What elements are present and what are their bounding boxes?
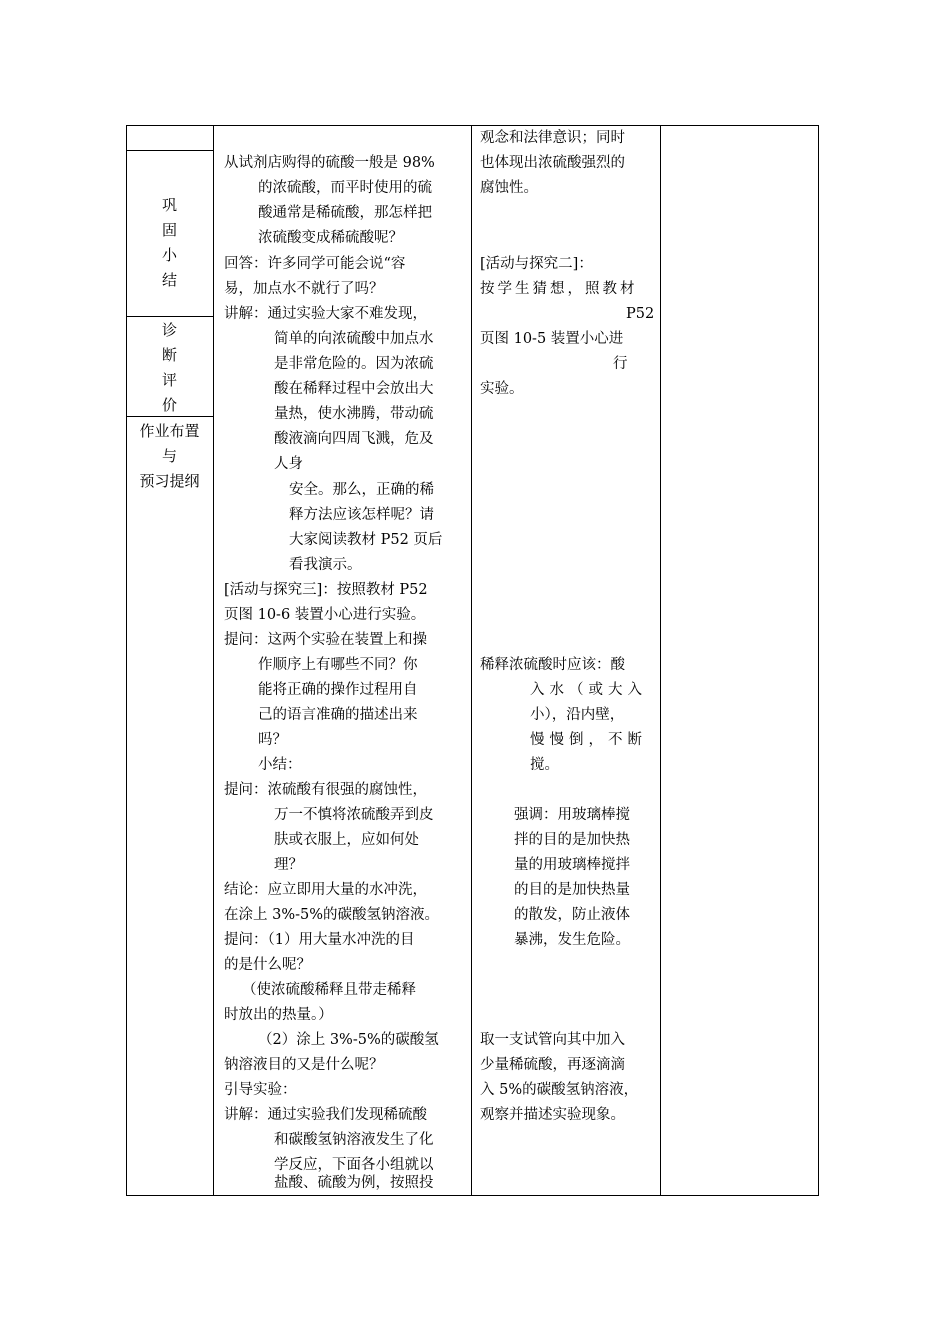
section-homework-outline bbox=[126, 419, 213, 494]
text-line: 提问：（1）用大量水冲洗的目 bbox=[224, 932, 415, 948]
text-line: 观察并描述实验现象。 bbox=[480, 1107, 625, 1123]
text-line: 的散发，防止液体 bbox=[514, 907, 630, 923]
text-line: 拌的目的是加快热 bbox=[514, 832, 630, 848]
text-line: 入水（或大入 bbox=[530, 682, 647, 698]
text-line: （2）涂上 3%-5%的碳酸氢 bbox=[258, 1032, 439, 1048]
text-line: 的是什么呢？ bbox=[224, 957, 311, 973]
text-line: 己的语言准确的描述出来 bbox=[258, 707, 418, 723]
text-line: 人身 bbox=[274, 456, 303, 472]
text-line: 和碳酸氢钠溶液发生了化 bbox=[274, 1132, 434, 1148]
text-line: 简单的向浓硫酸中加点水 bbox=[274, 331, 434, 347]
text-line: 搅。 bbox=[530, 757, 559, 773]
text-line: 实验。 bbox=[480, 381, 524, 397]
section-diagnostic-evaluation bbox=[126, 318, 213, 418]
section3-line: 作业布置 bbox=[139, 422, 200, 440]
text-line: 回答：许多同学可能会说“容 bbox=[224, 256, 406, 272]
text-line: 稀释浓硫酸时应该：酸 bbox=[480, 657, 625, 673]
text-line: 从试剂店购得的硫酸一般是 98% bbox=[224, 155, 435, 171]
text-line: 理？ bbox=[274, 857, 303, 873]
text-line: 也体现出浓硫酸强烈的 bbox=[480, 155, 625, 171]
text-line: 酸在稀释过程中会放出大 bbox=[274, 381, 434, 397]
text-line: （使浓硫酸稀释且带走稀释 bbox=[242, 982, 416, 998]
text-line: P52 bbox=[626, 306, 655, 322]
text-line: 能将正确的操作过程用自 bbox=[258, 682, 418, 698]
col1-row-separator-2 bbox=[126, 316, 213, 317]
text-line: 结论：应立即用大量的水冲洗， bbox=[224, 882, 427, 898]
text-line: 学反应，下面各小组就以 bbox=[274, 1157, 434, 1173]
text-line: 小结： bbox=[258, 757, 302, 773]
text-line: 作顺序上有哪些不同？你 bbox=[258, 657, 418, 673]
col1-row-separator-1 bbox=[126, 150, 213, 151]
text-line: 浓硫酸变成稀硫酸呢？ bbox=[258, 230, 403, 246]
text-line: 慢慢倒，不断 bbox=[530, 732, 647, 748]
section1-char: 固 bbox=[161, 221, 177, 239]
text-line: 提问：这两个实验在装置上和操 bbox=[224, 632, 427, 648]
text-line: [活动与探究二]： bbox=[480, 256, 593, 272]
text-line: 腐蚀性。 bbox=[480, 180, 538, 196]
section1-char: 小 bbox=[161, 246, 177, 264]
text-line: 行 bbox=[613, 356, 628, 372]
text-line: 盐酸、硫酸为例，按照投 bbox=[274, 1175, 434, 1191]
text-line: 引导实验： bbox=[224, 1082, 297, 1098]
text-line: 时放出的热量。） bbox=[224, 1007, 333, 1023]
text-line: [活动与探究三]：按照教材 P52 bbox=[224, 582, 428, 598]
text-line: 在涂上 3%-5%的碳酸氢钠溶液。 bbox=[224, 907, 440, 923]
text-line: 小），沿内壁， bbox=[530, 707, 625, 723]
text-line: 的浓硫酸，而平时使用的硫 bbox=[258, 180, 432, 196]
text-line: 强调：用玻璃棒搅 bbox=[514, 807, 630, 823]
col3-divider bbox=[660, 125, 661, 1196]
section2-char: 断 bbox=[161, 346, 177, 364]
text-line: 暴沸，发生危险。 bbox=[514, 932, 630, 948]
text-line: 量热，使水沸腾，带动硫 bbox=[274, 406, 434, 422]
text-line: 看我演示。 bbox=[289, 557, 362, 573]
section2-char: 评 bbox=[161, 371, 177, 389]
text-line: 吗？ bbox=[258, 732, 287, 748]
text-line: 易，加点水不就行了吗？ bbox=[224, 281, 384, 297]
text-line: 大家阅读教材 P52 页后 bbox=[289, 532, 443, 548]
text-line: 安全。那么，正确的稀 bbox=[289, 482, 434, 498]
text-line: 万一不慎将浓硫酸弄到皮 bbox=[274, 807, 434, 823]
text-line: 酸通常是稀硫酸，那怎样把 bbox=[258, 205, 432, 221]
text-line: 酸液滴向四周飞溅，危及 bbox=[274, 431, 434, 447]
text-line: 取一支试管向其中加入 bbox=[480, 1032, 625, 1048]
section3-line: 与 bbox=[161, 447, 177, 465]
section2-char: 价 bbox=[161, 396, 177, 414]
text-line: 观念和法律意识；同时 bbox=[480, 130, 625, 146]
text-line: 按学生猜想，照教材 bbox=[480, 281, 638, 297]
section1-char: 巩 bbox=[161, 196, 177, 214]
text-line: 页图 10-6 装置小心进行实验。 bbox=[224, 607, 426, 623]
col2-divider bbox=[471, 125, 472, 1196]
text-line: 释方法应该怎样呢？请 bbox=[289, 507, 434, 523]
table-bottom-border bbox=[126, 1195, 819, 1196]
section1-char: 结 bbox=[161, 271, 177, 289]
col1-divider bbox=[213, 125, 214, 1196]
text-line: 钠溶液目的又是什么呢？ bbox=[224, 1057, 384, 1073]
text-line: 入 5%的碳酸氢钠溶液， bbox=[480, 1082, 639, 1098]
table-top-border bbox=[126, 125, 819, 126]
section3-line: 预习提纲 bbox=[139, 472, 200, 490]
text-line: 讲解：通过实验我们发现稀硫酸 bbox=[224, 1107, 427, 1123]
text-line: 的目的是加快热量 bbox=[514, 882, 630, 898]
text-line: 量的用玻璃棒搅拌 bbox=[514, 857, 630, 873]
text-line: 是非常危险的。因为浓硫 bbox=[274, 356, 434, 372]
text-line: 讲解：通过实验大家不难发现， bbox=[224, 306, 427, 322]
text-line: 页图 10-5 装置小心进 bbox=[480, 331, 624, 347]
text-line: 少量稀硫酸，再逐滴滴 bbox=[480, 1057, 625, 1073]
table-right-border bbox=[818, 125, 819, 1196]
section-consolidate-summary bbox=[126, 193, 213, 293]
text-line: 提问：浓硫酸有很强的腐蚀性， bbox=[224, 782, 427, 798]
section2-char: 诊 bbox=[161, 321, 177, 339]
text-line: 肤或衣服上，应如何处 bbox=[274, 832, 419, 848]
